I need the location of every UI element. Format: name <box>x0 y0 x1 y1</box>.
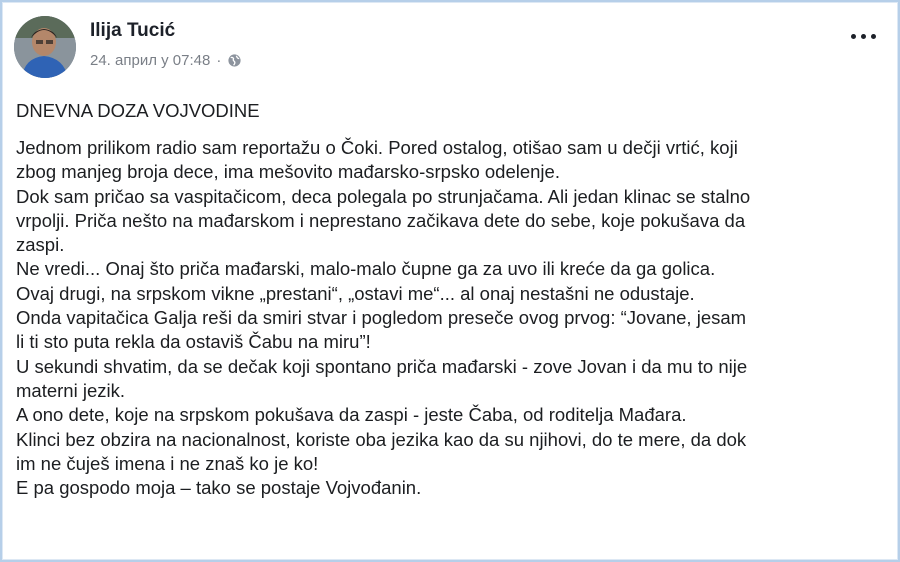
more-dot <box>871 34 876 39</box>
post-line: Ne vredi... Onaj što priča mađarski, malo-malo čupne ga za uvo ili kreće da ga golica. <box>16 258 716 280</box>
avatar[interactable] <box>14 16 76 78</box>
post-line: materni jezik. <box>16 379 125 401</box>
post-title: DNEVNA DOZA VOJVODINE <box>16 100 260 121</box>
globe-icon[interactable] <box>227 53 242 68</box>
post-line: Klinci bez obzira na nacionalnost, koriste oba jezika kao da su njihovi, do te mere, da dok <box>16 428 747 450</box>
post-line: U sekundi shvatim, da se dečak koji spontano priča mađarski - zove Jovan i da mu to nije <box>16 355 748 377</box>
post-body <box>16 136 892 500</box>
post-line: Onda vapitačica Galja reši da smiri stvar i pogledom preseče ovog prvog: “Jovane, jesam <box>16 307 747 329</box>
post-timestamp[interactable]: 24. април у 07:48 <box>90 52 211 69</box>
post-line: A ono dete, koje na srpskom pokušava da zaspi - jeste Čaba, od roditelja Mađara. <box>16 404 687 426</box>
post-line: zaspi. <box>16 234 65 256</box>
post-line: li ti sto puta rekla da ostaviš Čabu na miru”! <box>16 331 371 353</box>
post-meta <box>90 52 242 69</box>
post-line: vrpolji. Priča nešto na mađarskom i neprestano začikava dete do sebe, koje pokušava da <box>16 209 746 231</box>
more-dot <box>861 34 866 39</box>
author-name[interactable]: Ilija Tucić <box>90 20 176 41</box>
post-line: im ne čuješ imena i ne znaš ko je ko! <box>16 452 319 474</box>
meta-separator: · <box>216 52 222 69</box>
post-line: Jednom prilikom radio sam reportažu o Čoki. Pored ostalog, otišao sam u dečji vrtić, koji <box>16 137 738 158</box>
post-line: Dok sam pričao sa vaspitačicom, deca polegala po strunjačama. Ali jedan klinac se stalno <box>16 185 751 207</box>
more-options-button[interactable] <box>847 30 880 43</box>
post-line: Ovaj drugi, na srpskom vikne „prestani“, „ostavi me“... al onaj nestašni ne odustaje. <box>16 282 695 304</box>
more-dot <box>851 34 856 39</box>
avatar-image <box>14 16 76 78</box>
post-line: E pa gospodo moja – tako se postaje Vojvođanin. <box>16 477 422 499</box>
post-line: zbog manjeg broja dece, ima mešovito mađarsko-srpsko odelenje. <box>16 161 560 183</box>
post-header <box>14 16 886 80</box>
